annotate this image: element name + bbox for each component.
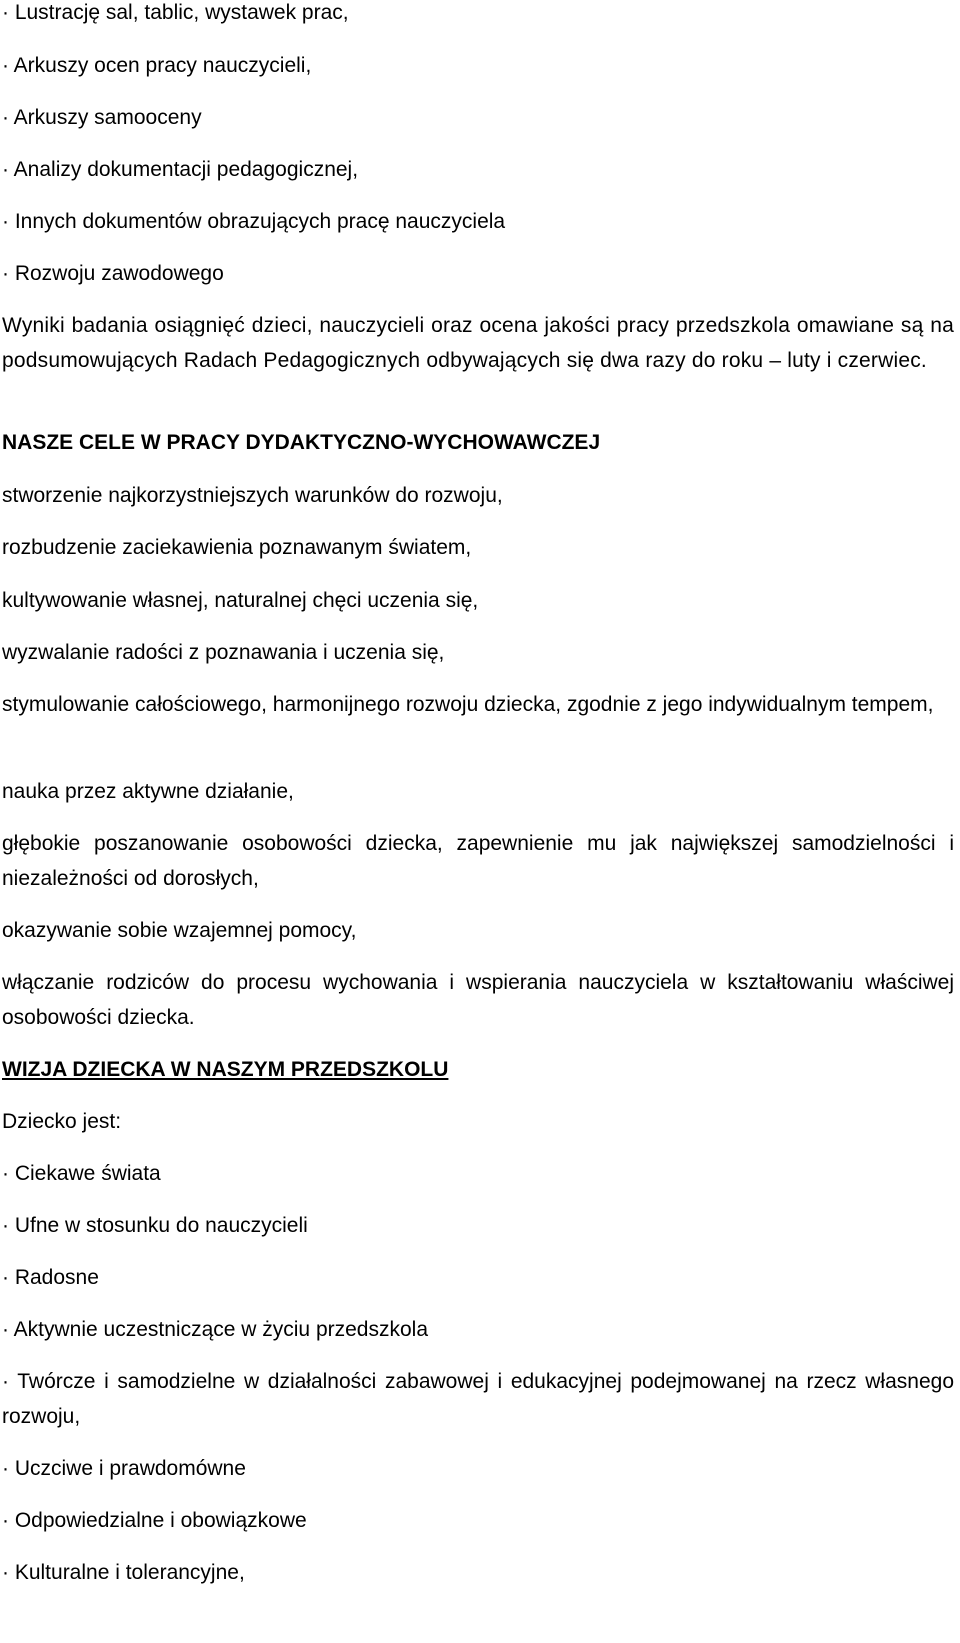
goal-item: okazywanie sobie wzajemnej pomocy, (2, 919, 357, 942)
list-item: · Aktywnie uczestniczące w życiu przedszkola (2, 1318, 428, 1341)
goal-item: kultywowanie własnej, naturalnej chęci uczenia się, (2, 589, 479, 612)
list-item: · Rozwoju zawodowego (2, 262, 224, 285)
goal-item: nauka przez aktywne działanie, (2, 780, 294, 803)
section-heading-goals: NASZE CELE W PRACY DYDAKTYCZNO-WYCHOWAWCZEJ (2, 431, 601, 454)
list-item: · Radosne (2, 1266, 99, 1289)
goal-item: stymulowanie całościowego, harmonijnego rozwoju dziecka, zgodnie z jego indywidualnym tempem, (2, 693, 934, 716)
goal-item: wyzwalanie radości z poznawania i uczenia się, (2, 641, 445, 664)
list-item: · Arkuszy samooceny (2, 106, 202, 129)
section-heading-vision: WIZJA DZIECKA W NASZYM PRZEDSZKOLU (2, 1058, 449, 1081)
list-item: · Ufne w stosunku do nauczycieli (2, 1214, 308, 1237)
list-item: · Arkuszy ocen pracy nauczycieli, (2, 54, 312, 77)
list-item: · Ciekawe świata (2, 1162, 161, 1185)
goal-item: stworzenie najkorzystniejszych warunków do rozwoju, (2, 484, 503, 507)
list-item: · Lustrację sal, tablic, wystawek prac, (2, 1, 349, 24)
goal-item: rozbudzenie zaciekawienia poznawanym światem, (2, 536, 472, 559)
list-item: · Analizy dokumentacji pedagogicznej, (2, 158, 359, 181)
list-item: · Kulturalne i tolerancyjne, (2, 1561, 245, 1584)
list-item: · Uczciwe i prawdomówne (2, 1457, 246, 1480)
list-item: · Odpowiedzialne i obowiązkowe (2, 1509, 307, 1532)
goal-item: włączanie rodziców do procesu wychowania i wspierania nauczyciela w kształtowaniu właściwej osobowości dziecka. (2, 971, 954, 1029)
results-paragraph: Wyniki badania osiągnięć dzieci, nauczycieli oraz ocena jakości pracy przedszkola omawiane są na podsumowujących Radach Pedagogicznych odbywających się dwa razy do roku – luty i czerwiec. (2, 314, 954, 372)
goal-item: głębokie poszanowanie osobowości dziecka, zapewnienie mu jak największej samodzielności i niezależności od dorosłych, (2, 832, 954, 890)
vision-intro: Dziecko jest: (2, 1110, 122, 1133)
list-item: · Innych dokumentów obrazujących pracę nauczyciela (2, 210, 506, 233)
list-item: · Twórcze i samodzielne w działalności zabawowej i edukacyjnej podejmowanej na rzecz własnego rozwoju, (2, 1370, 954, 1428)
